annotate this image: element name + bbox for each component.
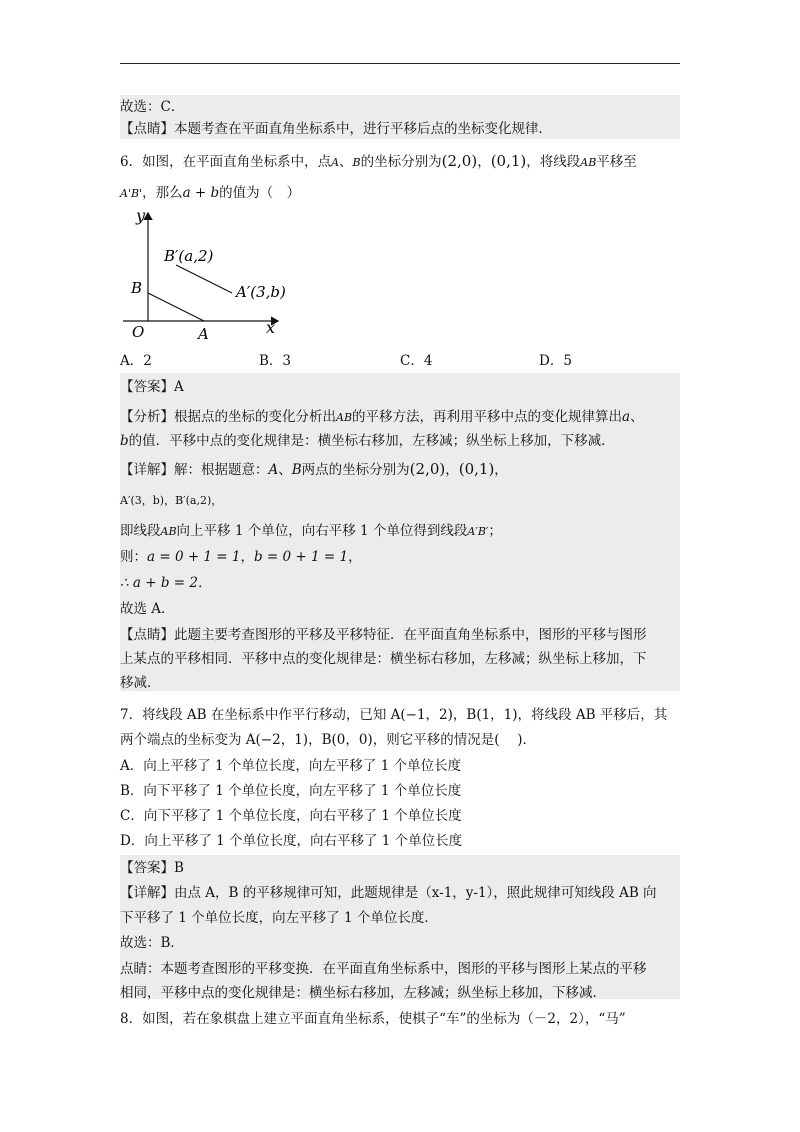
q5-choice: 故选：C． bbox=[120, 99, 185, 115]
label-A-prime: A′(3,b) bbox=[236, 283, 286, 301]
q6-coordinate-figure bbox=[118, 205, 288, 347]
q7-stem-line-1: 7．将线段 AB 在坐标系中作平行移动，已知 A(−1，2)，B(1，1)，将线段 AB 平移后，其 bbox=[120, 707, 668, 723]
q6-answer: 【答案】A bbox=[120, 379, 184, 395]
q7-option-c: C．向下平移了 1 个单位长度，向右平移了 1 个单位长度 bbox=[120, 808, 462, 824]
q6-detail-line-1: 【详解】解：根据题意：A、B两点的坐标分别为(2,0)，(0,1)， bbox=[120, 460, 508, 478]
q7-detail-line-2: 下平移了 1 个单位长度，向左平移了 1 个单位长度． bbox=[120, 910, 438, 926]
q6-detail-line-2: A′(3，b)，B′(a,2)， bbox=[120, 494, 223, 507]
q6-detail-line-5: ∴ a + b = 2． bbox=[120, 575, 212, 591]
q7-answer: 【答案】B bbox=[120, 860, 184, 876]
segment-AB bbox=[148, 293, 204, 321]
q7-detail-line-1: 【详解】由点 A，B 的平移规律可知，此题规律是（x-1，y-1），照此规律可知线段 AB 向 bbox=[120, 885, 657, 901]
q6-option-d: D．5 bbox=[539, 353, 572, 369]
q6-option-b: B．3 bbox=[259, 353, 292, 369]
q6-detail-line-6: 故选 A． bbox=[120, 601, 175, 617]
q5-comment: 【点睛】本题考查在平面直角坐标系中，进行平移后点的坐标变化规律． bbox=[120, 121, 552, 137]
q6-option-a: A．2 bbox=[120, 353, 152, 369]
q7-comment-line-2: 相同，平移中点的变化规律是：横坐标右移加，左移减；纵坐标上移加，下移减． bbox=[120, 985, 606, 1001]
label-B: B bbox=[131, 279, 143, 297]
label-x: x bbox=[266, 318, 276, 337]
q6-analysis-line-1: 【分析】根据点的坐标的变化分析出AB的平移方法，再利用平移中点的变化规律算出a、 bbox=[120, 409, 644, 425]
q7-choice: 故选：B． bbox=[120, 935, 184, 951]
q6-detail-line-3: 即线段AB向上平移 1 个单位，向右平移 1 个单位得到线段A′B′； bbox=[120, 523, 502, 539]
segment-A1B1 bbox=[176, 265, 232, 293]
label-A: A bbox=[198, 325, 209, 343]
q8-stem-line-1: 8．如图，若在象棋盘上建立平面直角坐标系，使棋子“车”的坐标为（－2，2），“马” bbox=[120, 1011, 626, 1027]
header-rule bbox=[120, 63, 680, 64]
q6-stem-line-1: 6．如图，在平面直角坐标系中，点A、B的坐标分别为(2,0)，(0,1)，将线段AB平移至 bbox=[120, 152, 637, 170]
q6-stem-line-2: A'B'，那么a + b的值为（ ） bbox=[120, 185, 301, 201]
label-B-prime: B′(a,2) bbox=[164, 247, 214, 265]
q6-comment-line-3: 移减． bbox=[120, 675, 161, 691]
q6-detail-line-4: 则：a = 0 + 1 = 1，b = 0 + 1 = 1， bbox=[120, 549, 362, 565]
q6-comment-line-2: 上某点的平移相同．平移中点的变化规律是：横坐标右移加，左移减；纵坐标上移加，下 bbox=[120, 651, 647, 667]
q6-comment-line-1: 【点睛】此题主要考查图形的平移及平移特征．在平面直角坐标系中，图形的平移与图形 bbox=[120, 627, 647, 643]
q6-option-c: C．4 bbox=[400, 353, 433, 369]
q6-analysis-line-2: b的值．平移中点的变化规律是：横坐标右移加，左移减；纵坐标上移加，下移减． bbox=[120, 433, 615, 449]
label-O: O bbox=[132, 323, 145, 341]
q7-option-b: B．向下平移了 1 个单位长度，向左平移了 1 个单位长度 bbox=[120, 783, 462, 799]
label-y: y bbox=[136, 206, 146, 225]
q7-option-d: D．向上平移了 1 个单位长度，向右平移了 1 个单位长度 bbox=[120, 833, 463, 849]
q7-option-a: A．向上平移了 1 个单位长度，向左平移了 1 个单位长度 bbox=[120, 758, 462, 774]
q7-comment-line-1: 点睛：本题考查图形的平移变换．在平面直角坐标系中，图形的平移与图形上某点的平移 bbox=[120, 961, 647, 977]
q7-stem-line-2: 两个端点的坐标变为 A(−2，1)，B(0，0)，则它平移的情况是( )． bbox=[120, 732, 537, 748]
